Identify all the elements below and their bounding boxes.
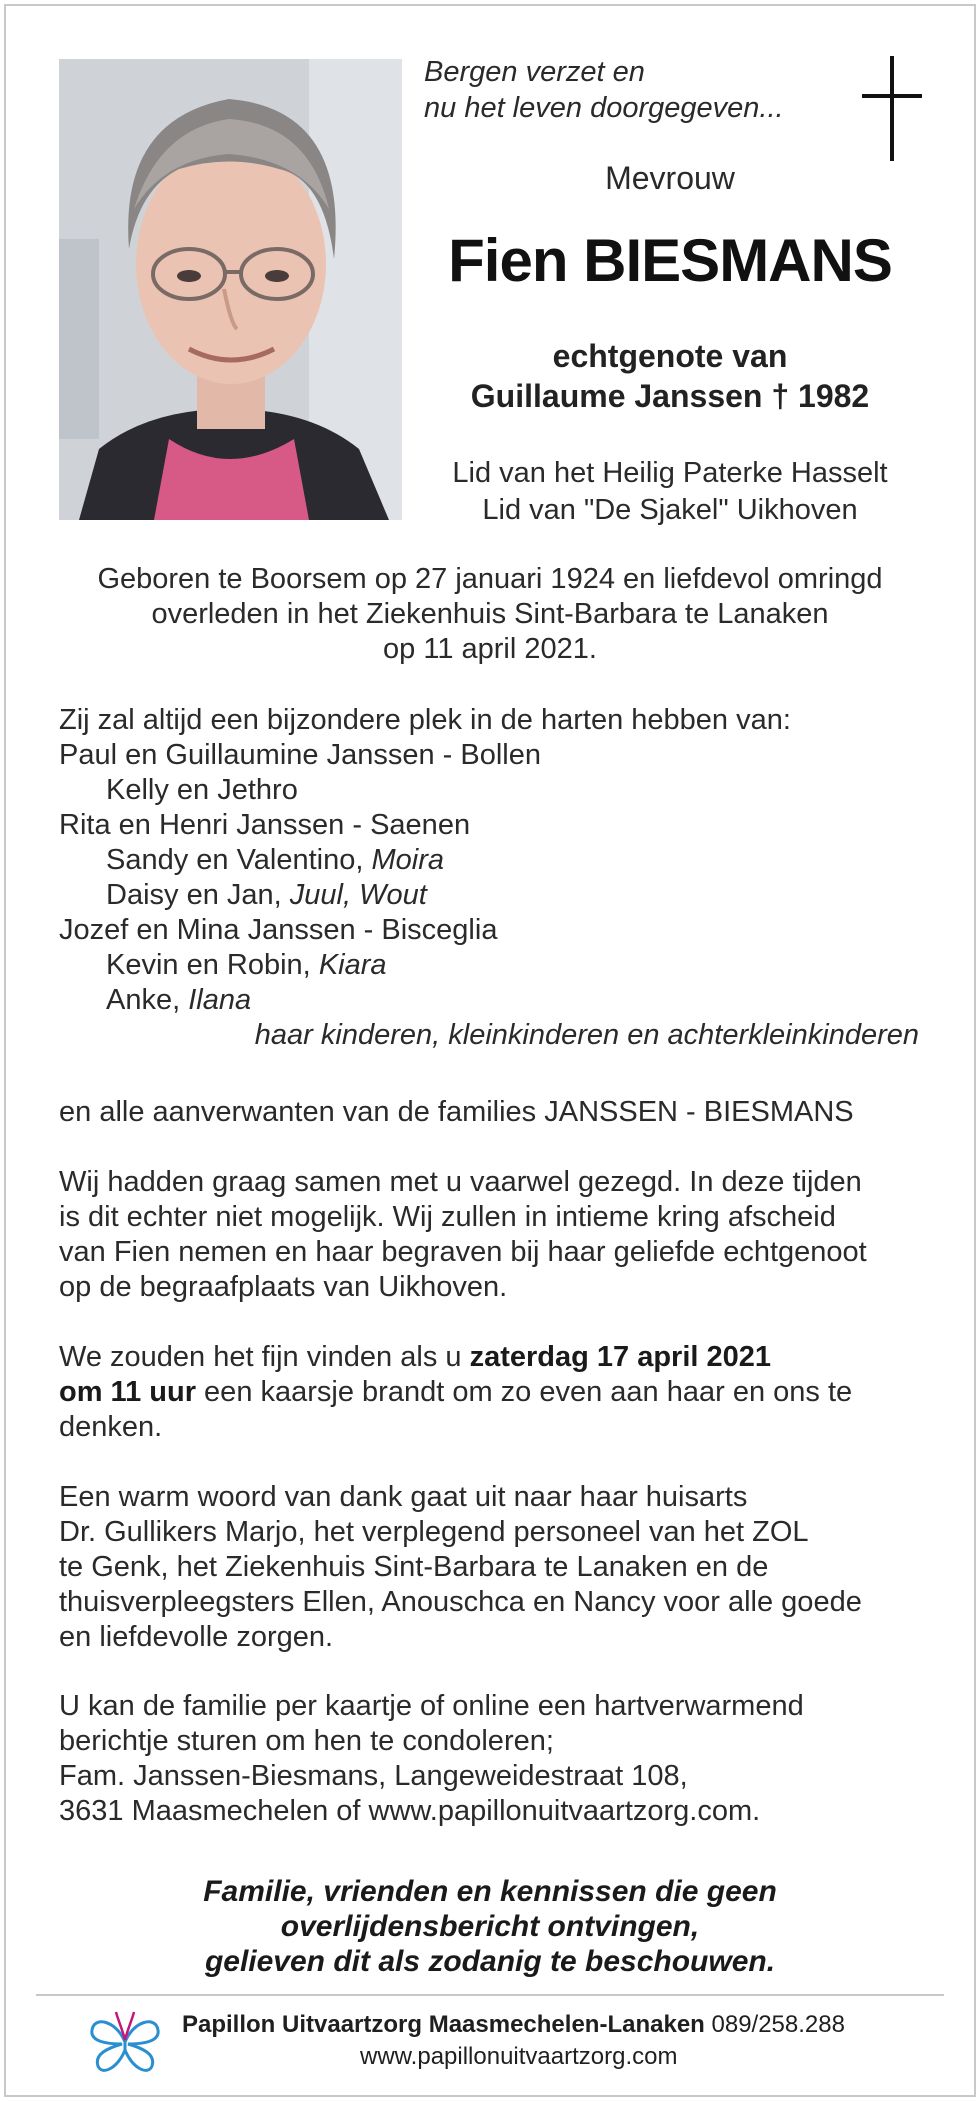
thanks-paragraph: Een warm woord van dank gaat uit naar haar huisarts Dr. Gullikers Marjo, het verplegend personeel van het ZOL te Genk, het Ziekenhuis Sint-Barbara te Lanaken en de thuisverpleegsters Ellen, Anouschca en Nancy voor alle goede en liefdevolle zorgen. [59,1481,862,1653]
funeral-home-website[interactable]: www.papillonuitvaartzorg.com [360,2043,678,2070]
membership-1: Lid van het Heilig Paterke Hasselt [452,457,888,489]
relatives-line: en alle aanverwanten van de families JANSSEN - BIESMANS [59,1096,854,1128]
family-member: Rita en Henri Janssen - Saenen [59,809,471,841]
portrait-illustration [59,59,402,520]
farewell-paragraph: Wij hadden graag samen met u vaarwel gezegd. In deze tijden is dit echter niet mogelijk. Wij zullen in intieme kring afscheid van Fien nemen en haar begraven bij haar geliefde echtgenoot op de begraafplaats van Uikhoven. [59,1166,867,1303]
deceased-name: Fien BIESMANS [448,227,892,294]
quote-line-2: nu het leven doorgegeven... [424,92,784,124]
family-member: Paul en Guillaumine Janssen - Bollen [59,739,541,771]
born-line-2: overleden in het Ziekenhuis Sint-Barbara te Lanaken [151,598,829,630]
funeral-home-name: Papillon Uitvaartzorg Maasmechelen-Lanaken 089/258.288 [182,2011,845,2038]
condolence-paragraph: U kan de familie per kaartje of online een hartverwarmend berichtje sturen om hen te condoleren; Fam. Janssen-Biesmans, Langeweidestraat 108, 3631 Maasmechelen of www.papillonuitvaartzorg.com. [59,1690,804,1827]
candle-paragraph: We zouden het fijn vinden als u zaterdag 17 april 2021 om 11 uur een kaarsje brandt om zo even aan haar en ons te denken. [59,1341,853,1443]
family-member: Jozef en Mina Janssen - Bisceglia [59,914,498,946]
butterfly-logo-icon [86,2002,164,2080]
birth-death-info [40,562,940,667]
family-member: Sandy en Valentino, Moira [106,844,445,876]
family-member: Daisy en Jan, Juul, Wout [106,879,427,911]
footer-divider [36,1994,944,1996]
spouse-line-1: echtgenote van [552,338,788,374]
portrait-photo [59,59,402,520]
memberships [420,455,920,529]
membership-2: Lid van "De Sjakel" Uikhoven [482,494,858,526]
quote-line-1: Bergen verzet en [424,56,645,88]
cross-icon [862,56,922,161]
closing-note: Familie, vrienden en kennissen die geen overlijdensbericht ontvingen, gelieven dit als zodanig te beschouwen. [203,1875,777,1978]
salutation: Mevrouw [605,160,735,196]
family-list [59,703,939,1053]
family-intro: Zij zal altijd een bijzondere plek in de harten hebben van: [59,704,791,736]
family-member: Anke, Ilana [106,984,252,1016]
family-member: Kevin en Robin, Kiara [106,949,387,981]
born-line-1: Geboren te Boorsem op 27 januari 1924 en liefdevol omringd [97,563,883,595]
born-line-3: op 11 april 2021. [383,633,597,665]
spouse-info [420,336,920,416]
family-member: Kelly en Jethro [106,774,298,806]
family-signature: haar kinderen, kleinkinderen en achterkleinkinderen [254,1019,919,1051]
spouse-line-2: Guillaume Janssen † 1982 [470,378,870,414]
poem-quote [424,54,784,126]
